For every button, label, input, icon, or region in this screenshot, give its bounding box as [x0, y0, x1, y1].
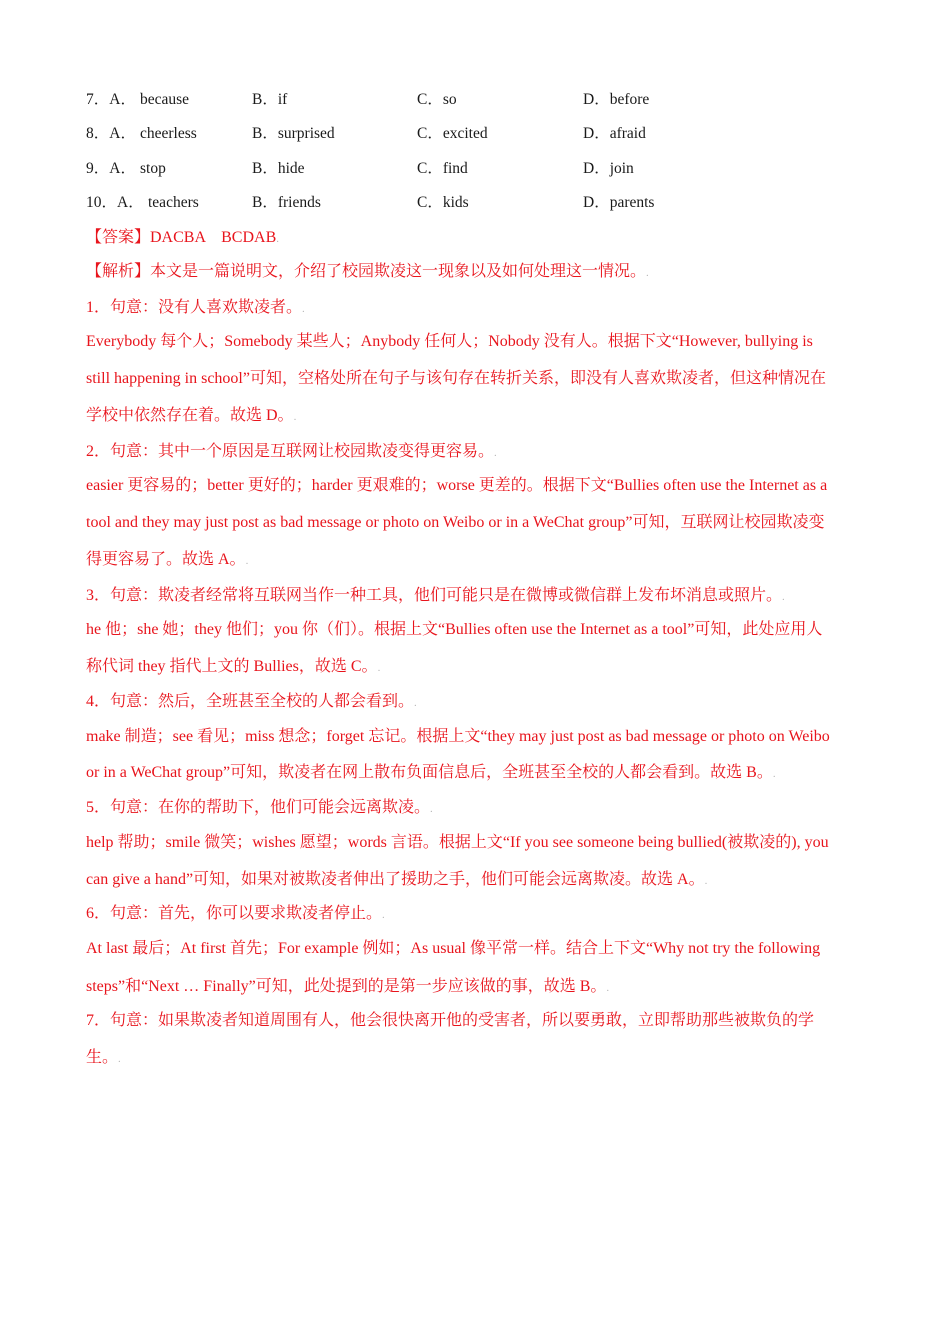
analysis-line: help 帮助；smile 微笑；wishes 愿望；words 言语。根据上文“If you see someone being bullied(被欺凌的), you [86, 834, 829, 851]
option-b: B．friends [252, 194, 321, 211]
option-b: B．hide [252, 160, 305, 177]
option-c: C．find [417, 160, 468, 177]
analysis-line: 1．句意：没有人喜欢欺凌者。. [86, 299, 305, 316]
option-c: C．so [417, 91, 457, 108]
option-d: D．before [583, 91, 650, 108]
option-a: stop [140, 160, 166, 177]
option-a: teachers [148, 194, 199, 211]
analysis-line: 6．句意：首先，你可以要求欺凌者停止。. [86, 905, 385, 922]
answer-line: 【答案】DACBA BCDAB. [86, 229, 280, 246]
question-number: 9．A． [86, 160, 136, 177]
option-d: D．join [583, 160, 634, 177]
analysis-line: 7．句意：如果欺凌者知道周围有人，他会很快离开他的受害者，所以要勇敢，立即帮助那些被欺负的学 [86, 1012, 815, 1029]
analysis-line: 4．句意：然后，全班甚至全校的人都会看到。. [86, 693, 417, 710]
option-c: C．excited [417, 125, 488, 142]
analysis-line: 5．句意：在你的帮助下，他们可能会远离欺凌。. [86, 799, 433, 816]
analysis-line: 3．句意：欺凌者经常将互联网当作一种工具，他们可能只是在微博或微信群上发布坏消息或照片。. [86, 587, 785, 604]
option-d: D．parents [583, 194, 655, 211]
analysis-line: steps”和“Next … Finally”可知，此处提到的是第一步应该做的事，故选 B。. [86, 978, 610, 995]
analysis-line: 称代词 they 指代上文的 Bullies，故选 C。. [86, 658, 381, 675]
analysis-intro: 【解析】本文是一篇说明文，介绍了校园欺凌这一现象以及如何处理这一情况。. [86, 263, 649, 280]
analysis-line: tool and they may just post as bad message or photo on Weibo or in a WeChat group”可知，互联网让校园欺凌变 [86, 514, 825, 531]
analysis-line: make 制造；see 看见；miss 想念；forget 忘记。根据上文“they may just post as bad message or photo on Weibo [86, 728, 830, 745]
analysis-line: 学校中依然存在着。故选 D。. [86, 407, 297, 424]
option-b: B．if [252, 91, 288, 108]
option-a: because [140, 91, 190, 108]
option-a: cheerless [140, 125, 197, 142]
analysis-line: still happening in school”可知，空格处所在句子与该句存在转折关系，即没有人喜欢欺凌者，但这种情况在 [86, 370, 826, 387]
question-number: 10．A． [86, 194, 144, 211]
analysis-line: easier 更容易的；better 更好的；harder 更艰难的；worse 更差的。根据下文“Bullies often use the Internet as a [86, 477, 828, 494]
analysis-line: 生。. [86, 1049, 121, 1066]
analysis-line: or in a WeChat group”可知，欺凌者在网上散布负面信息后，全班甚至全校的人都会看到。故选 B。. [86, 764, 776, 781]
option-d: D．afraid [583, 125, 646, 142]
option-b: B．surprised [252, 125, 335, 142]
analysis-line: can give a hand”可知，如果对被欺凌者伸出了援助之手，他们可能会远离欺凌。故选 A。. [86, 871, 708, 888]
option-c: C．kids [417, 194, 469, 211]
analysis-line: 得更容易了。故选 A。. [86, 551, 249, 568]
analysis-line: At last 最后；At first 首先；For example 例如；As usual 像平常一样。结合上下文“Why not try the following [86, 940, 821, 957]
question-number: 7．A． [86, 91, 136, 108]
analysis-line: 2．句意：其中一个原因是互联网让校园欺凌变得更容易。. [86, 443, 497, 460]
analysis-line: he 他；she 她；they 他们；you 你（们）。根据上文“Bullies often use the Internet as a tool”可知，此处应用人 [86, 621, 823, 638]
question-number: 8．A． [86, 125, 136, 142]
analysis-line: Everybody 每个人；Somebody 某些人；Anybody 任何人；Nobody 没有人。根据下文“However, bullying is [86, 333, 813, 350]
